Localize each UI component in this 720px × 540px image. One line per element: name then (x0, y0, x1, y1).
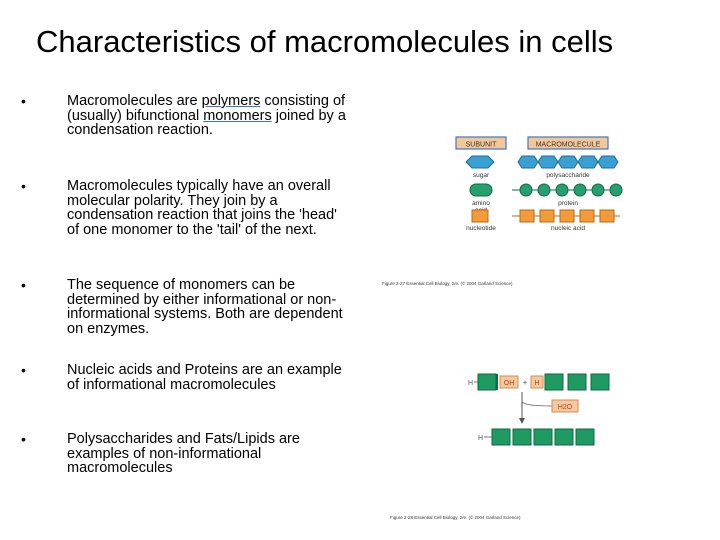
bullet-text (67, 94, 352, 138)
figure-top-caption: Figure 2-27 Essential Cell Biology, 2/e. (© 2004 Garland Science) (382, 281, 513, 286)
h-bottom-label: H (478, 435, 484, 442)
subunit-header: SUBUNIT (465, 141, 497, 149)
polymers-link[interactable]: polymers (201, 93, 261, 109)
subunit-macromolecule-figure (380, 128, 720, 293)
bullet-text-part: consisting of (usually) bifunctional (67, 93, 346, 124)
sugar-label: sugar (472, 172, 490, 179)
top-chain-blocks (478, 374, 498, 390)
nucleotide-label: nucleotide (466, 225, 496, 232)
bullet-text-part: Macromolecules are (67, 93, 202, 109)
bullet-text: The sequence of monomers can be determined by either informational or non- informational systems. Both are dependent on enzymes. (67, 277, 343, 337)
h-group-label: H (534, 380, 540, 387)
plus-sign: + (522, 378, 528, 387)
nucleic-acid-label: nucleic acid (551, 225, 585, 232)
h-left-label: H (468, 380, 474, 387)
bullet-symbol: • (21, 93, 26, 109)
right-chain-blocks (545, 374, 609, 390)
amino-acid-label-line1: amino (472, 200, 490, 207)
bullet-symbol: • (21, 362, 26, 378)
sugar-subunit-shape (466, 156, 494, 168)
bullet-symbol: • (21, 178, 26, 194)
polysaccharide-label: polysaccharide (546, 172, 590, 179)
arrow-head (519, 418, 525, 424)
bullet-text: Polysaccharides and Fats/Lipids are examples of non-informational macromolecules (67, 431, 300, 476)
bullet-text: Macromolecules typically have an overall molecular polarity. They join by a condensation reaction that joins the 'head' of one monomer to the 'tail' of the next. (67, 178, 337, 238)
water-label: H2O (557, 404, 573, 411)
monomers-link[interactable]: monomers (203, 107, 272, 124)
protein-label: protein (558, 200, 578, 207)
slide-title: Characteristics of macromolecules in cells (36, 24, 614, 59)
bullet-text: Nucleic acids and Proteins are an example of informational macromolecules (67, 362, 342, 393)
bullet-text-part: joined by a condensation reaction. (67, 107, 346, 138)
condensation-figure (380, 362, 720, 527)
bottom-chain-blocks (492, 429, 594, 445)
protein-chain (512, 184, 622, 196)
figure-bottom-caption: Figure 2-28 Essential Cell Biology, 2/e. (© 2004 Garland Science) (390, 515, 521, 520)
nucleic-acid-chain (512, 210, 620, 222)
nucleotide-subunit-shape (472, 210, 488, 222)
water-branch-line (522, 402, 552, 406)
bullet-symbol: • (21, 431, 26, 447)
macromolecule-header: MACROMOLECULE (535, 141, 601, 149)
condensation-diagram (380, 362, 720, 527)
subunit-macromolecule-diagram (380, 128, 720, 293)
polysaccharide-chain (518, 156, 618, 168)
bullet-symbol: • (21, 277, 26, 293)
amino-acid-subunit-shape (470, 184, 492, 196)
oh-label: OH (503, 380, 515, 387)
